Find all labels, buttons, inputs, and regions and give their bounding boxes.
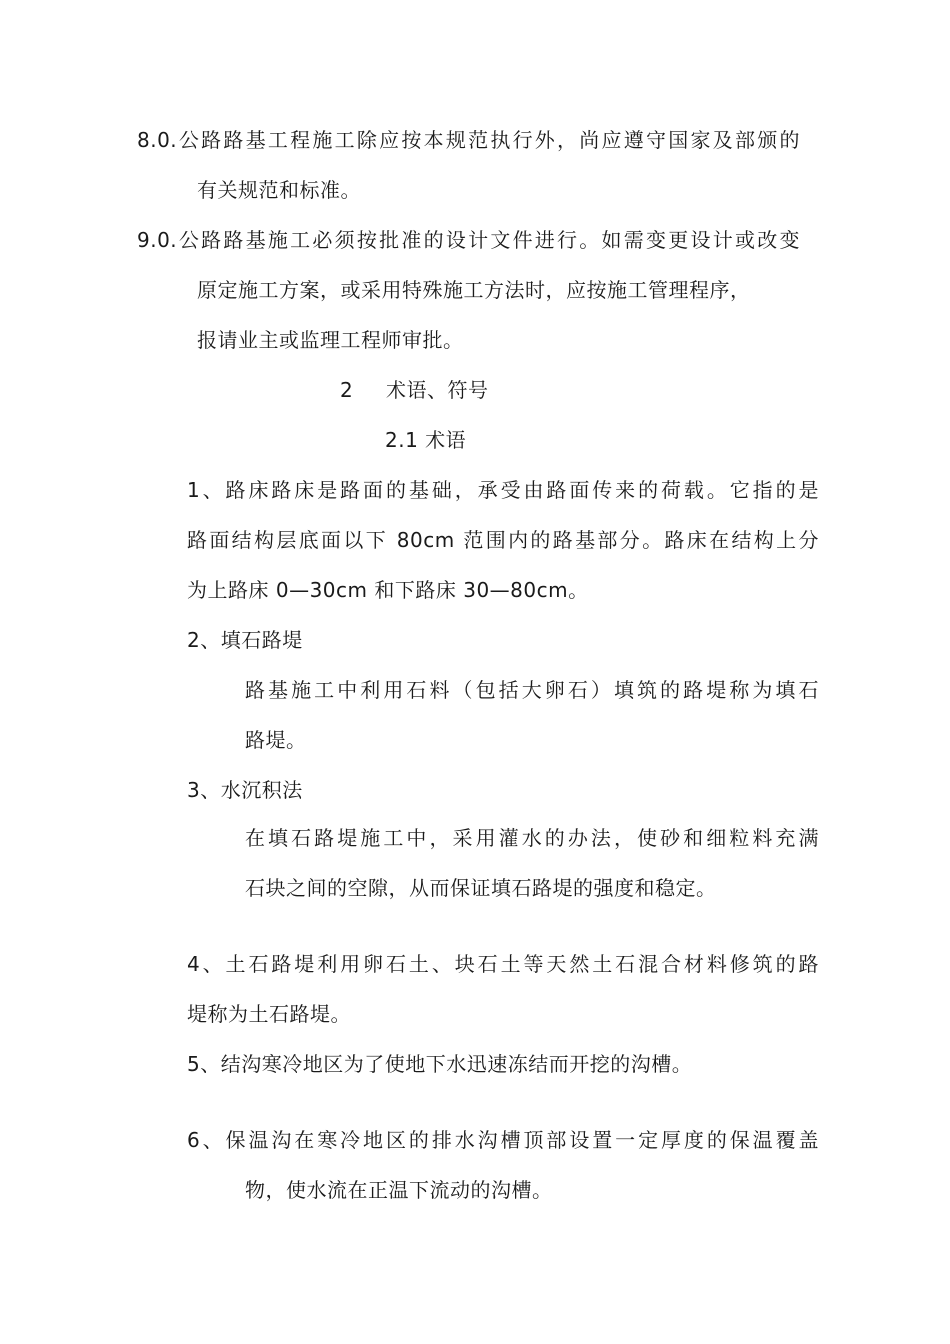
term-4-line-1: 4、土石路堤利用卵石土、块石土等天然土石混合材料修筑的路 — [187, 952, 819, 976]
section-9-line-2: 原定施工方案，或采用特殊施工方法时，应按施工管理程序， — [197, 278, 751, 302]
section-8-line-2: 有关规范和标准。 — [197, 178, 361, 202]
term-4-line-2: 堤称为土石路堤。 — [187, 1002, 351, 1026]
term-2-line-2: 路堤。 — [245, 728, 307, 752]
term-3-line-2: 石块之间的空隙，从而保证填石路堤的强度和稳定。 — [245, 876, 717, 900]
section-9-line-1: 9.0.公路路基施工必须按批准的设计文件进行。如需变更设计或改变 — [137, 228, 800, 252]
term-3-line-1: 在填石路堤施工中，采用灌水的办法，使砂和细粒料充满 — [245, 826, 819, 850]
term-1-line-1: 1、路床路床是路面的基础，承受由路面传来的荷载。它指的是 — [187, 478, 819, 502]
term-5-line-1: 5、结沟寒冷地区为了使地下水迅速冻结而开挖的沟槽。 — [187, 1052, 693, 1076]
term-2-line-1: 路基施工中利用石料（包括大卵石）填筑的路堤称为填石 — [245, 678, 819, 702]
term-1-line-3: 为上路床 0—30cm 和下路床 30—80cm。 — [187, 578, 589, 602]
term-6-line-1: 6、保温沟在寒冷地区的排水沟槽顶部设置一定厚度的保温覆盖 — [187, 1128, 819, 1152]
section-8-line-1: 8.0.公路路基工程施工除应按本规范执行外，尚应遵守国家及部颁的 — [137, 128, 800, 152]
term-1-line-2: 路面结构层底面以下 80cm 范围内的路基部分。路床在结构上分 — [187, 528, 819, 552]
chapter-number: 2 — [340, 378, 354, 402]
term-3-heading: 3、水沉积法 — [187, 778, 303, 802]
term-2-heading: 2、填石路堤 — [187, 628, 303, 652]
term-6-line-2: 物，使水流在正温下流动的沟槽。 — [245, 1178, 553, 1202]
section-9-line-3: 报请业主或监理工程师审批。 — [197, 328, 464, 352]
subsection-title: 2.1 术语 — [385, 428, 467, 452]
chapter-title: 术语、符号 — [386, 378, 489, 402]
